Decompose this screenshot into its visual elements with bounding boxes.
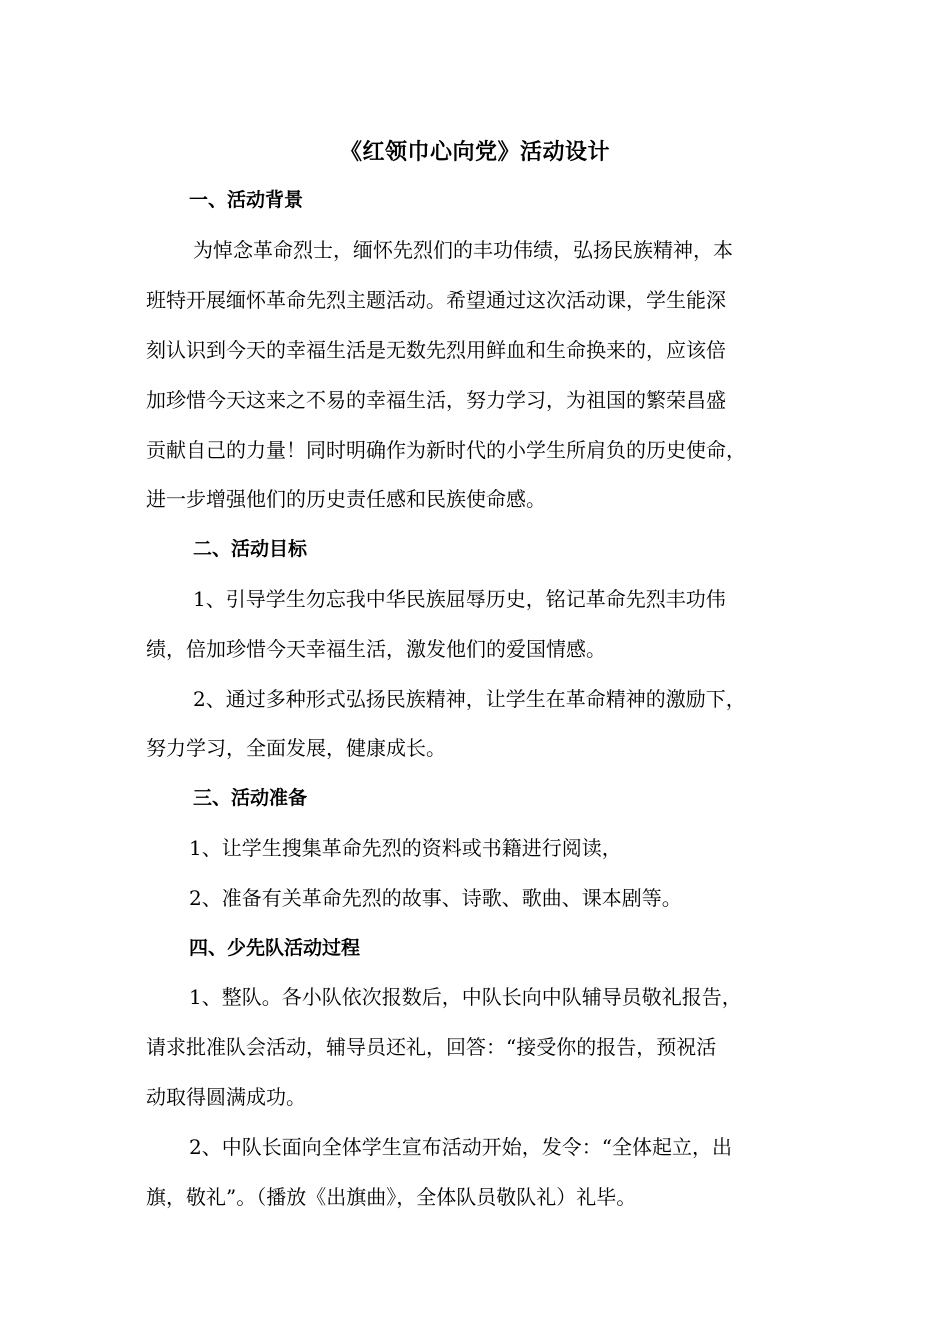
document-title: 《红领巾心向党》活动设计 bbox=[339, 139, 610, 165]
paragraph-line: 1、整队。各小队依次报数后，中队长向中队辅导员敬礼报告， bbox=[189, 985, 742, 1009]
section-heading-process: 四、少先队活动过程 bbox=[189, 937, 361, 959]
paragraph-line: 加珍惜今天这来之不易的幸福生活，努力学习，为祖国的繁荣昌盛 bbox=[146, 388, 726, 412]
section-heading-preparation: 三、活动准备 bbox=[193, 787, 308, 809]
paragraph-line: 为悼念革命烈士，缅怀先烈们的丰功伟绩，弘扬民族精神，本 bbox=[193, 238, 733, 262]
paragraph-line: 1、让学生搜集革命先烈的资料或书籍进行阅读， bbox=[189, 836, 622, 860]
section-heading-goals: 二、活动目标 bbox=[193, 538, 308, 560]
section-heading-background: 一、活动背景 bbox=[189, 189, 304, 211]
paragraph-line: 2、准备有关革命先烈的故事、诗歌、歌曲、课本剧等。 bbox=[189, 886, 682, 910]
paragraph-line: 2、通过多种形式弘扬民族精神，让学生在革命精神的激励下， bbox=[193, 687, 746, 711]
paragraph-line: 班特开展缅怀革命先烈主题活动。希望通过这次活动课，学生能深 bbox=[146, 288, 726, 312]
paragraph-line: 动取得圆满成功。 bbox=[146, 1085, 306, 1109]
paragraph-line: 1、引导学生勿忘我中华民族屈辱历史，铭记革命先烈丰功伟 bbox=[193, 587, 726, 611]
paragraph-line: 请求批准队会活动，辅导员还礼，回答：“接受你的报告，预祝活 bbox=[146, 1035, 717, 1059]
paragraph-line: 努力学习，全面发展，健康成长。 bbox=[146, 736, 446, 760]
paragraph-line: 旗，敬礼”。（播放《出旗曲》，全体队员敬队礼）礼毕。 bbox=[146, 1185, 637, 1209]
paragraph-line: 贡献自己的力量！同时明确作为新时代的小学生所肩负的历史使命， bbox=[146, 438, 746, 462]
paragraph-line: 刻认识到今天的幸福生活是无数先烈用鲜血和生命换来的，应该倍 bbox=[146, 338, 726, 362]
paragraph-line: 绩，倍加珍惜今天幸福生活，激发他们的爱国情感。 bbox=[146, 637, 606, 661]
paragraph-line: 2、中队长面向全体学生宣布活动开始，发令：“全体起立，出 bbox=[189, 1135, 732, 1159]
paragraph-line: 进一步增强他们的历史责任感和民族使命感。 bbox=[146, 487, 546, 511]
